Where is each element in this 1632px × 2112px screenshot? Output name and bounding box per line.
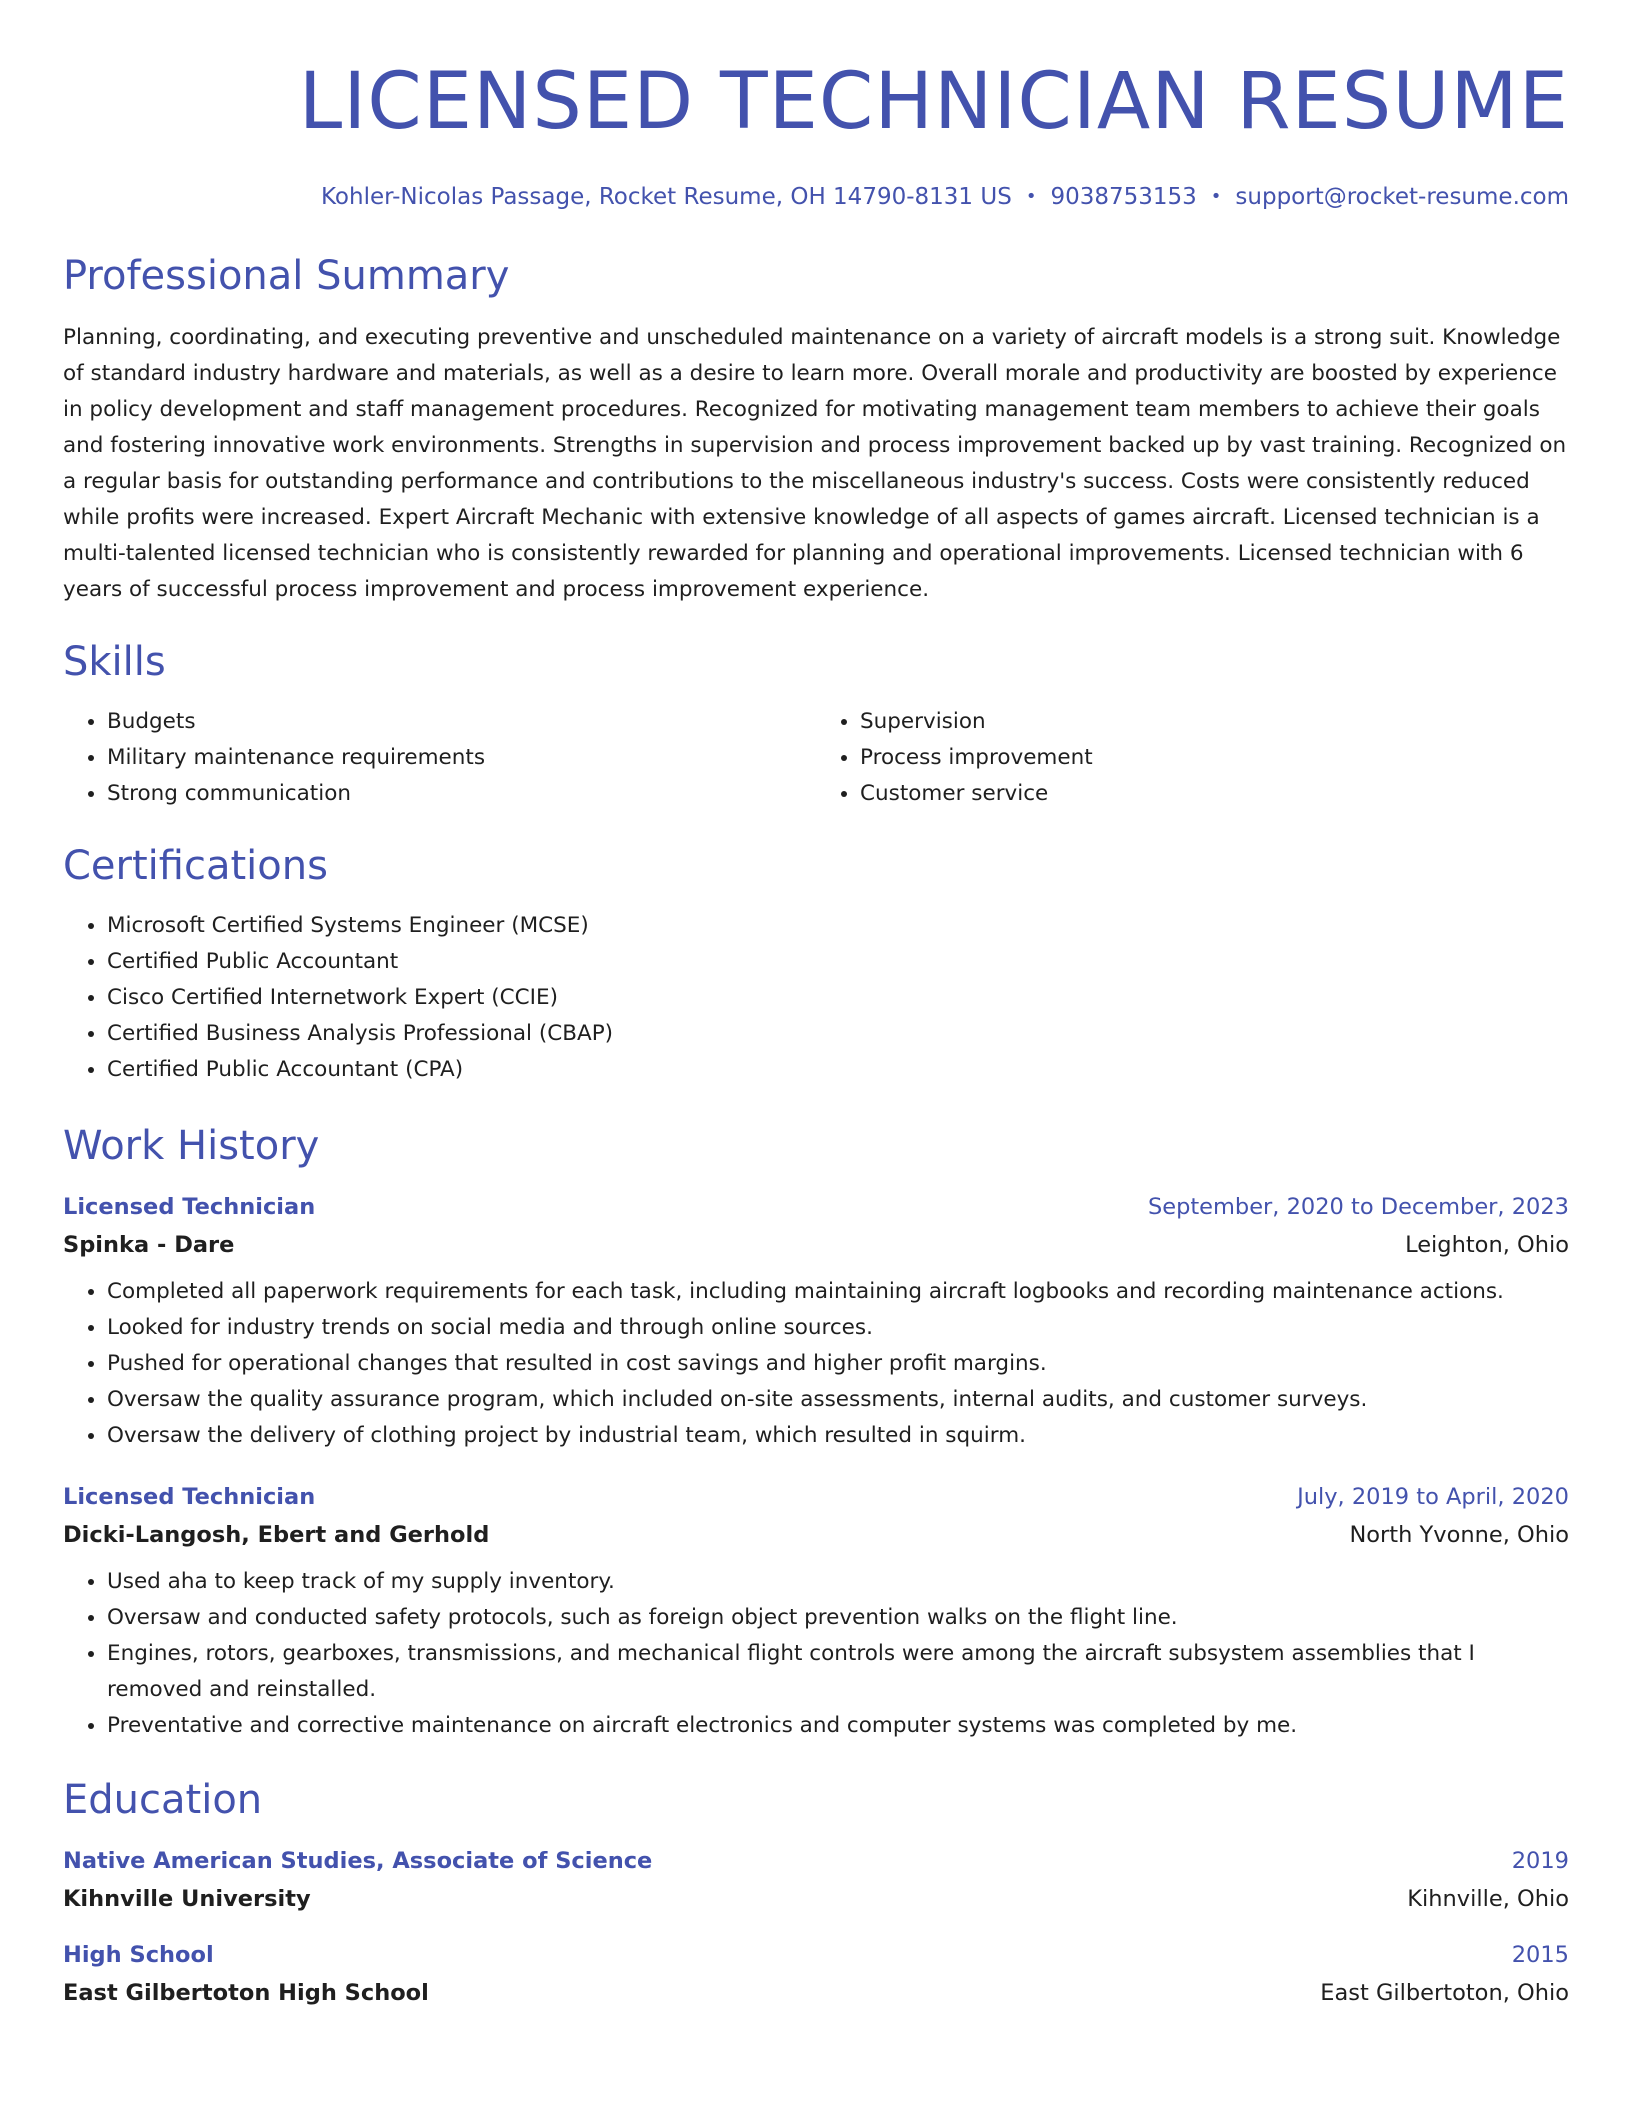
education-location: Kihnville, Ohio — [1407, 1886, 1569, 1912]
job-location: Leighton, Ohio — [1405, 1232, 1569, 1258]
job-entry — [63, 1484, 1569, 1744]
summary-heading: Professional Summary — [63, 253, 510, 299]
education-section — [63, 1774, 1569, 2006]
education-heading: Education — [63, 1777, 263, 1823]
contact-email: support@rocket-resume.com — [1235, 184, 1569, 210]
certification-item: • Certified Public Accountant — [107, 944, 1569, 980]
education-year: 2019 — [1511, 1848, 1569, 1874]
education-degree: High School — [63, 1942, 214, 1968]
skills-list-left — [63, 704, 816, 812]
job-company: Dicki-Langosh, Ebert and Gerhold — [63, 1522, 490, 1548]
skill-item: • Military maintenance requirements — [107, 740, 816, 776]
job-company: Spinka - Dare — [63, 1232, 235, 1258]
skills-columns — [63, 704, 1569, 812]
job-title-row — [63, 1194, 1569, 1220]
education-location: East Gilbertoton, Ohio — [1320, 1980, 1569, 2006]
certifications-heading: Certifications — [63, 843, 328, 889]
job-company-row — [63, 1522, 1569, 1548]
job-bullet: • Engines, rotors, gearboxes, transmissions, and mechanical flight controls were among the aircraft subsystem assemblies that I removed and reinstalled. — [107, 1636, 1569, 1708]
certifications-section — [63, 840, 1569, 1088]
skill-item: • Budgets — [107, 704, 816, 740]
education-school: East Gilbertoton High School — [63, 1980, 429, 2006]
work-history-heading: Work History — [63, 1123, 320, 1169]
job-dates: July, 2019 to April, 2020 — [1297, 1484, 1569, 1510]
job-company-row — [63, 1232, 1569, 1258]
skills-section — [63, 636, 1569, 812]
summary-section — [63, 250, 1569, 608]
certification-item: • Cisco Certified Internetwork Expert (CCIE) — [107, 980, 1569, 1016]
job-title: Licensed Technician — [63, 1484, 316, 1510]
work-history-section — [63, 1120, 1569, 1744]
contact-line — [63, 184, 1569, 210]
certification-item: • Certified Public Accountant (CPA) — [107, 1052, 1569, 1088]
education-degree-row — [63, 1848, 1569, 1874]
job-entry — [63, 1194, 1569, 1454]
education-school: Kihnville University — [63, 1886, 311, 1912]
skill-item: • Strong communication — [107, 776, 816, 812]
job-bullet: • Looked for industry trends on social media and through online sources. — [107, 1310, 1569, 1346]
job-bullet: • Oversaw the quality assurance program, which included on-site assessments, internal audits, and customer surveys. — [107, 1382, 1569, 1418]
job-bullet: • Oversaw and conducted safety protocols, such as foreign object prevention walks on the flight line. — [107, 1600, 1569, 1636]
contact-separator: • — [1025, 186, 1037, 207]
job-location: North Yvonne, Ohio — [1349, 1522, 1569, 1548]
job-bullet: • Completed all paperwork requirements for each task, including maintaining aircraft logbooks and recording maintenance actions. — [107, 1274, 1569, 1310]
certification-item: • Microsoft Certified Systems Engineer (MCSE) — [107, 908, 1569, 944]
summary-text: Planning, coordinating, and executing preventive and unscheduled maintenance on a variety of aircraft models is a strong suit. Knowledge of standard industry hardware and materials, as well as a desire to learn more. Overall morale and productivity are boosted by experience in policy development and staff management procedures. Recognized for motivating management team members to achieve their goals and fostering innovative work environments. Strengths in supervision and process improvement backed up by vast training. Recognized on a regular basis for outstanding performance and contributions to the miscellaneous industry's success. Costs were consistently reduced while profits were increased. Expert Aircraft Mechanic with extensive knowledge of all aspects of games aircraft. Licensed technician is a multi-talented licensed technician who is consistently rewarded for planning and operational improvements. Licensed technician with 6 years of successful process improvement and process improvement experience. — [63, 325, 1567, 602]
education-degree-row — [63, 1942, 1569, 1968]
job-dates: September, 2020 to December, 2023 — [1147, 1194, 1569, 1220]
certification-item: • Certified Business Analysis Professional (CBAP) — [107, 1016, 1569, 1052]
education-entry — [63, 1942, 1569, 2006]
education-entry — [63, 1848, 1569, 1912]
certifications-list — [63, 908, 1569, 1088]
skill-item: • Customer service — [860, 776, 1569, 812]
skill-item: • Supervision — [860, 704, 1569, 740]
job-title: Licensed Technician — [63, 1194, 316, 1220]
education-school-row — [63, 1886, 1569, 1912]
education-school-row — [63, 1980, 1569, 2006]
job-bullet: • Pushed for operational changes that resulted in cost savings and higher profit margins. — [107, 1346, 1569, 1382]
job-bullet: • Oversaw the delivery of clothing project by industrial team, which resulted in squirm. — [107, 1418, 1569, 1454]
education-degree: Native American Studies, Associate of Science — [63, 1848, 653, 1874]
contact-phone: 9038753153 — [1050, 184, 1197, 210]
job-bullet: • Preventative and corrective maintenance on aircraft electronics and computer systems was completed by me. — [107, 1708, 1569, 1744]
contact-separator: • — [1210, 186, 1222, 207]
job-bullets — [63, 1564, 1569, 1744]
contact-address: Kohler-Nicolas Passage, Rocket Resume, OH 14790-8131 US — [321, 184, 1012, 210]
job-title-row — [63, 1484, 1569, 1510]
resume-title: LICENSED TECHNICIAN RESUME — [298, 57, 1569, 147]
resume-header — [63, 0, 1569, 210]
education-year: 2015 — [1511, 1942, 1569, 1968]
skill-item: • Process improvement — [860, 740, 1569, 776]
skills-list-right — [816, 704, 1569, 812]
skills-heading: Skills — [63, 639, 166, 685]
job-bullets — [63, 1274, 1569, 1454]
job-bullet: • Used aha to keep track of my supply inventory. — [107, 1564, 1569, 1600]
